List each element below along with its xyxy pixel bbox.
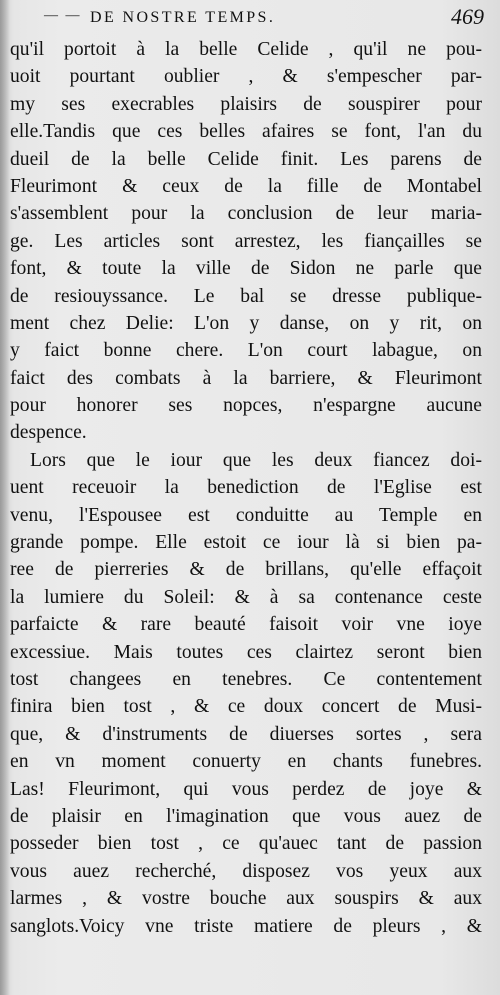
text-line: uent receuoir la benediction de l'Eglise est	[10, 477, 482, 499]
text-line: en vn moment conuerty en chants funebres.	[10, 751, 482, 773]
text-line: s'assemblent pour la conclusion de leur maria-	[10, 203, 482, 225]
text-line: que, & d'instruments de diuerses sortes , sera	[10, 723, 482, 745]
paragraph-first-line: Lors que le iour que les deux fiancez doi-	[30, 449, 482, 471]
text-line: y faict bonne chere. L'on court labague, on	[10, 340, 482, 362]
text-line: uoit pourtant oublier , & s'empescher par-	[10, 66, 482, 88]
text-line: ree de pierreries & de brillans, qu'elle effaçoit	[10, 559, 482, 581]
text-line: parfaicte & rare beauté faisoit voir vne ioye	[10, 614, 482, 636]
gutter-shadow	[0, 0, 10, 995]
text-line: finira bien tost , & ce doux concert de Musi-	[10, 696, 482, 718]
text-line: dueil de la belle Celide finit. Les parens de	[10, 148, 482, 170]
text-line: elle.Tandis que ces belles afaires se font, l'an du	[10, 121, 482, 143]
text-line: grande pompe. Elle estoit ce iour là si bien pa-	[10, 532, 482, 554]
text-line: ment chez Delie: L'on y danse, on y rit, on	[10, 312, 482, 334]
text-line: venu, l'Espousee est conduitte au Temple en	[10, 504, 482, 526]
text-line: tost changees en tenebres. Ce contentement	[10, 668, 482, 690]
body-text	[10, 36, 482, 940]
head-ornament: — —	[44, 8, 82, 23]
text-line: font, & toute la ville de Sidon ne parle que	[10, 258, 482, 280]
text-line: larmes , & vostre bouche aux souspirs & aux	[10, 888, 482, 910]
text-line: sanglots.Voicy vne triste matiere de pleurs , &	[10, 915, 482, 937]
text-line: ge. Les articles sont arrestez, les fiançailles se	[10, 230, 482, 252]
page-number: 469	[451, 4, 484, 29]
text-line: la lumiere du Soleil: & à sa contenance ceste	[10, 586, 482, 608]
text-line: pour honorer ses nopces, n'espargne aucune	[10, 395, 482, 417]
paragraph-end-line: despence.	[10, 422, 87, 444]
text-line: vous auez recherché, disposez vos yeux aux	[10, 860, 482, 882]
text-line: de resiouyssance. Le bal se dresse publique-	[10, 285, 482, 307]
running-head	[44, 2, 484, 32]
text-line: faict des combats à la barriere, & Fleurimont	[10, 367, 482, 389]
text-line: excessiue. Mais toutes ces clairtez seront bien	[10, 641, 482, 663]
text-line: qu'il portoit à la belle Celide , qu'il ne pou-	[10, 39, 482, 60]
text-line: my ses execrables plaisirs de souspirer pour	[10, 93, 482, 115]
text-line: Las! Fleurimont, qui vous perdez de joye &	[10, 778, 482, 800]
text-line: posseder bien tost , ce qu'auec tant de passion	[10, 833, 482, 855]
running-title: DE NOSTRE TEMPS.	[90, 9, 276, 26]
text-line: de plaisir en l'imagination que vous auez de	[10, 805, 482, 827]
text-line: Fleurimont & ceux de la fille de Montabel	[10, 175, 482, 197]
